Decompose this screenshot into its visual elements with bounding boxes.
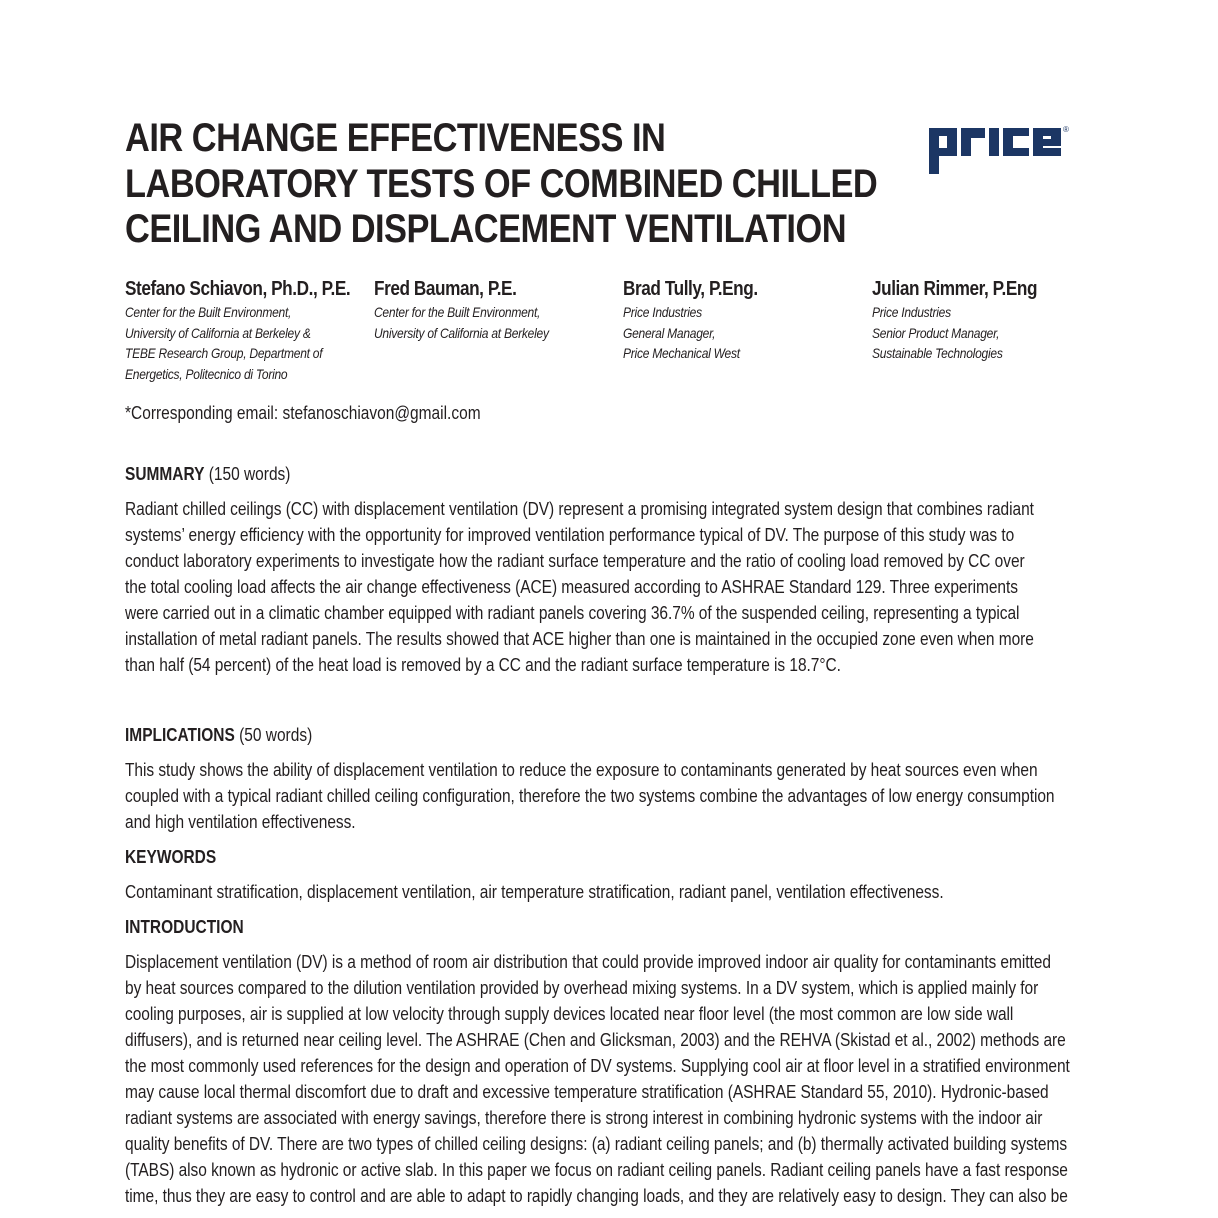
- text-line: radiant systems are associated with energy savings, therefore there is strong interest in combining hydronic systems with the indoor air: [125, 1108, 1043, 1128]
- text-line: Contaminant stratification, displacement ventilation, air temperature stratification, radiant panel, ventilation effectiveness.: [125, 882, 944, 902]
- author-2: [374, 276, 619, 343]
- text-line: coupled with a typical radiant chilled ceiling configuration, therefore the two systems combine the advantages of low energy consumption: [125, 786, 1055, 806]
- text-line: were carried out in a climatic chamber equipped with radiant panels covering 36.7% of the suspended ceiling, representing a typical: [125, 603, 1020, 623]
- affiliation-line: TEBE Research Group, Department of: [125, 345, 323, 361]
- summary-text: [125, 496, 1100, 678]
- summary-label: SUMMARY: [125, 464, 205, 484]
- summary-heading: [125, 462, 290, 486]
- title-line: LABORATORY TESTS OF COMBINED CHILLED: [125, 161, 878, 206]
- introduction-heading: [125, 915, 244, 939]
- affiliation-line: Price Mechanical West: [623, 345, 740, 361]
- text-line: the total cooling load affects the air change effectiveness (ACE) measured according to ASHRAE Standard 129. Three experiments: [125, 577, 1018, 597]
- author-1: [125, 276, 370, 384]
- text-line: installation of metal radiant panels. The results showed that ACE higher than one is maintained in the occupied zone even when more: [125, 629, 1034, 649]
- affiliation-line: Price Industries: [872, 304, 951, 320]
- text-line: diffusers), and is returned near ceiling level. The ASHRAE (Chen and Glicksman, 2003) and the REHVA (Skistad et al., 2002) methods are: [125, 1030, 1066, 1050]
- text-line: Radiant chilled ceilings (CC) with displacement ventilation (DV) represent a promising integrated system design that combines radiant: [125, 499, 1034, 519]
- affiliation-line: Energetics, Politecnico di Torino: [125, 365, 288, 382]
- affiliation-line: Center for the Built Environment,: [125, 304, 292, 320]
- implications-note: (50 words): [234, 725, 313, 745]
- text-line: systems’ energy efficiency with the opportunity for improved ventilation performance typical of DV. The purpose of this study was to: [125, 525, 1015, 545]
- affiliation-line: Center for the Built Environment,: [374, 304, 541, 320]
- text-line: and high ventilation effectiveness.: [125, 812, 356, 832]
- text-line: Displacement ventilation (DV) is a method of room air distribution that could provide improved indoor air quality for contaminants emitted: [125, 952, 1051, 972]
- author-name: Stefano Schiavon, Ph.D., P.E.: [125, 278, 351, 300]
- author-affiliation: [872, 302, 1083, 364]
- affiliation-line: University of California at Berkeley: [374, 324, 549, 341]
- title-line: AIR CHANGE EFFECTIVENESS IN: [125, 116, 666, 160]
- keywords-heading: [125, 845, 216, 869]
- text-line: may cause local thermal discomfort due to draft and excessive temperature stratification (ASHRAE Standard 55, 2010). Hydronic-based: [125, 1082, 1049, 1102]
- text-line: cooling purposes, air is supplied at low velocity through supply devices located near floor level (the most common are low side wall: [125, 1004, 1014, 1024]
- summary-note: (150 words): [204, 464, 291, 484]
- text-line: time, thus they are easy to control and are able to adapt to rapidly changing loads, and they are relatively easy to design. They can also be: [125, 1186, 1068, 1206]
- affiliation-line: University of California at Berkeley &: [125, 324, 311, 341]
- text-line: (TABS) also known as hydronic or active slab. In this paper we focus on radiant ceiling panels. Radiant ceiling panels have a fast response: [125, 1160, 1068, 1180]
- implications-label: IMPLICATIONS: [125, 725, 235, 745]
- author-3: [623, 276, 868, 364]
- introduction-label: INTRODUCTION: [125, 917, 244, 937]
- text-line: by heat sources compared to the dilution ventilation provided by overhead mixing systems. In a DV system, which is applied mainly for: [125, 978, 1039, 998]
- price-logo-mark: [929, 128, 1061, 174]
- registered-mark: ®: [1063, 125, 1069, 134]
- text-line: the most commonly used references for the design and operation of DV systems. Supplying cool air at floor level in a stratified environment: [125, 1056, 1070, 1076]
- author-affiliation: [623, 302, 834, 364]
- affiliation-line: Sustainable Technologies: [872, 345, 1003, 361]
- author-4: [872, 276, 1117, 364]
- text-line: conduct laboratory experiments to investigate how the radiant surface temperature and the ratio of cooling load removed by CC over: [125, 551, 1025, 571]
- paper-title: [125, 116, 878, 253]
- author-name: Fred Bauman, P.E.: [374, 278, 517, 300]
- implications-text: [125, 757, 1100, 835]
- author-name: Brad Tully, P.Eng.: [623, 278, 758, 300]
- keywords-label: KEYWORDS: [125, 847, 217, 867]
- author-affiliation: [125, 302, 336, 384]
- author-name: Julian Rimmer, P.Eng: [872, 278, 1038, 300]
- text-line: This study shows the ability of displacement ventilation to reduce the exposure to contaminants generated by heat sources even when: [125, 760, 1038, 780]
- text-line: than half (54 percent) of the heat load is removed by a CC and the radiant surface temperature is 18.7°C.: [125, 655, 841, 675]
- affiliation-line: General Manager,: [623, 324, 716, 341]
- affiliation-line: Senior Product Manager,: [872, 324, 1000, 341]
- corresponding-email: *Corresponding email: stefanoschiavon@gmail.com: [125, 403, 481, 423]
- author-affiliation: [374, 302, 585, 343]
- introduction-text: [125, 949, 1100, 1209]
- affiliation-line: Price Industries: [623, 304, 702, 320]
- title-line: CEILING AND DISPLACEMENT VENTILATION: [125, 207, 847, 251]
- text-line: quality benefits of DV. There are two types of chilled ceiling designs: (a) radiant ceiling panels; and (b) thermally activated building systems: [125, 1134, 1068, 1154]
- keywords-text: [125, 879, 1100, 905]
- paper-page: [125, 0, 1100, 1218]
- price-logo: [927, 122, 1097, 178]
- implications-heading: [125, 723, 312, 747]
